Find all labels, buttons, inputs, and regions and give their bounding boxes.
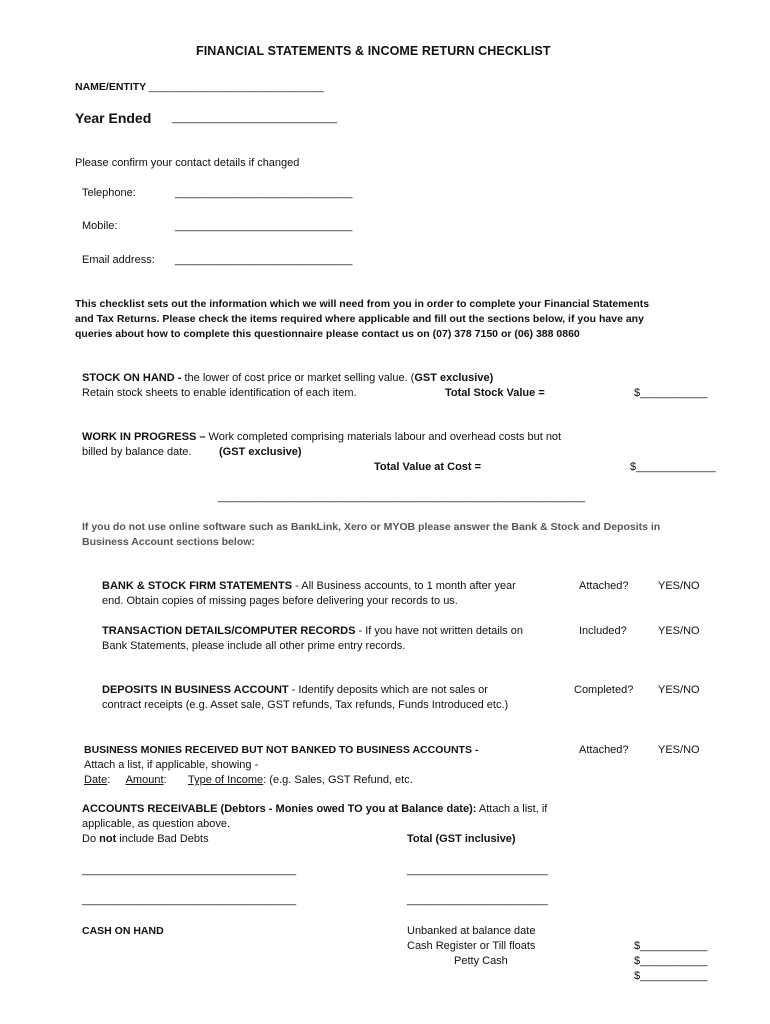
- transaction-heading: TRANSACTION DETAILS/COMPUTER RECORDS: [102, 625, 356, 637]
- receivable-line-1: [82, 803, 547, 815]
- receivable-blank-right-1[interactable]: _______________________: [407, 864, 548, 876]
- transaction-desc: - If you have not written details on: [355, 625, 523, 637]
- mobile-label: Mobile:: [82, 220, 118, 232]
- receivable-blank-left-1[interactable]: ___________________________________: [82, 864, 297, 876]
- wip-desc: Work completed comprising materials labour and overhead costs but not: [205, 431, 562, 443]
- cash-amount-2[interactable]: $___________: [634, 955, 708, 967]
- monies-line-3: Date: Amount: Type of Income: (e.g. Sales, GST Refund, etc.: [84, 774, 413, 786]
- deposits-line-2: contract receipts (e.g. Asset sale, GST refunds, Tax refunds, Funds Introduced etc.): [102, 699, 509, 711]
- transaction-line-1: [102, 625, 523, 637]
- wip-line-2: billed by balance date.: [82, 446, 192, 458]
- bank-line-2: end. Obtain copies of missing pages before delivering your records to us.: [102, 595, 458, 607]
- monies-heading: BUSINESS MONIES RECEIVED BUT NOT BANKED TO BUSINESS ACCOUNTS -: [84, 744, 479, 756]
- transaction-status-label: Included?: [579, 625, 627, 637]
- name-entity-label: NAME/ENTITY: [75, 81, 146, 93]
- receivable-blank-left-2[interactable]: ___________________________________: [82, 894, 297, 906]
- deposits-desc: - Identify deposits which are not sales or: [288, 684, 488, 696]
- deposits-line-1: [102, 684, 488, 696]
- cash-item-till: Cash Register or Till floats: [407, 940, 536, 952]
- bank-yes-no[interactable]: YES/NO: [658, 580, 700, 592]
- receivable-blank-right-2[interactable]: _______________________: [407, 894, 548, 906]
- receivable-do: Do: [82, 833, 100, 845]
- name-entity-row: [75, 81, 324, 93]
- stock-total-label: Total Stock Value =: [445, 387, 545, 399]
- stock-total-field[interactable]: $___________: [634, 387, 708, 399]
- deposits-heading: DEPOSITS IN BUSINESS ACCOUNT: [102, 684, 289, 696]
- deposits-status-label: Completed?: [574, 684, 634, 696]
- bank-heading: BANK & STOCK FIRM STATEMENTS: [102, 580, 293, 592]
- wip-line-1: [82, 431, 561, 443]
- page-title: FINANCIAL STATEMENTS & INCOME RETURN CHECKLIST: [196, 44, 551, 58]
- bank-line-1: [102, 580, 516, 592]
- intro-line-3: queries about how to complete this questionnaire please contact us on (07) 378 7150 or (06) 388 0860: [75, 328, 580, 340]
- telephone-label: Telephone:: [82, 187, 136, 199]
- receivable-total-label: Total (GST inclusive): [407, 833, 516, 845]
- deposits-yes-no[interactable]: YES/NO: [658, 684, 700, 696]
- monies-amount: Amount: [125, 774, 164, 786]
- year-ended-label: Year Ended: [75, 110, 152, 126]
- cash-amount-3[interactable]: $___________: [634, 970, 708, 982]
- online-note-line-2: Business Account sections below:: [82, 536, 255, 548]
- contact-intro: Please confirm your contact details if changed: [75, 157, 300, 169]
- email-field[interactable]: _____________________________: [175, 254, 353, 266]
- bank-desc: - All Business accounts, to 1 month after year: [292, 580, 516, 592]
- email-label: Email address:: [82, 254, 155, 266]
- cash-item-unbanked: Unbanked at balance date: [407, 925, 536, 937]
- section-divider: ____________________________________________________________: [218, 491, 586, 503]
- bank-status-label: Attached?: [579, 580, 629, 592]
- monies-status-label: Attached?: [579, 744, 629, 756]
- year-ended-field[interactable]: ___________________________: [172, 112, 338, 124]
- wip-heading: WORK IN PROGRESS –: [82, 431, 206, 443]
- stock-line-2: Retain stock sheets to enable identification of each item.: [82, 387, 357, 399]
- monies-type: Type of Income: [187, 774, 264, 786]
- monies-date: Date: [84, 774, 108, 786]
- monies-line-2: Attach a list, if applicable, showing -: [84, 759, 259, 771]
- stock-desc: the lower of cost price or market selling value. (: [181, 372, 415, 384]
- intro-line-1: This checklist sets out the information which we will need from you in order to complete your Financial Statements: [75, 298, 650, 310]
- monies-type-desc: : (e.g. Sales, GST Refund, etc.: [263, 774, 413, 786]
- telephone-field[interactable]: _____________________________: [175, 187, 353, 199]
- receivable-bad-debts: include Bad Debts: [116, 833, 209, 845]
- stock-gst: GST exclusive): [414, 372, 494, 384]
- stock-heading: STOCK ON HAND -: [82, 372, 182, 384]
- transaction-yes-no[interactable]: YES/NO: [658, 625, 700, 637]
- receivable-not: not: [99, 833, 117, 845]
- wip-total-label: Total Value at Cost =: [374, 461, 482, 473]
- cash-heading: CASH ON HAND: [82, 925, 164, 937]
- stock-line-1: [82, 372, 493, 384]
- online-note-line-1: If you do not use online software such as BankLink, Xero or MYOB please answer the Bank & Stock and Deposits in: [82, 521, 661, 533]
- mobile-field[interactable]: _____________________________: [175, 220, 353, 232]
- receivable-desc: Attach a list, if: [476, 803, 548, 815]
- intro-line-2: and Tax Returns. Please check the items required where applicable and fill out the sections below, if you have any: [75, 313, 644, 325]
- wip-gst: (GST exclusive): [219, 446, 302, 458]
- wip-total-field[interactable]: $_____________: [630, 461, 716, 473]
- receivable-line-2: applicable, as question above.: [82, 818, 230, 830]
- name-entity-field[interactable]: ______________________________: [148, 81, 325, 93]
- cash-item-petty: Petty Cash: [454, 955, 508, 967]
- receivable-line-3: [82, 833, 209, 845]
- cash-amount-1[interactable]: $___________: [634, 940, 708, 952]
- monies-yes-no[interactable]: YES/NO: [658, 744, 700, 756]
- transaction-line-2: Bank Statements, please include all other prime entry records.: [102, 640, 406, 652]
- receivable-heading: ACCOUNTS RECEIVABLE (Debtors - Monies owed TO you at Balance date):: [82, 803, 477, 815]
